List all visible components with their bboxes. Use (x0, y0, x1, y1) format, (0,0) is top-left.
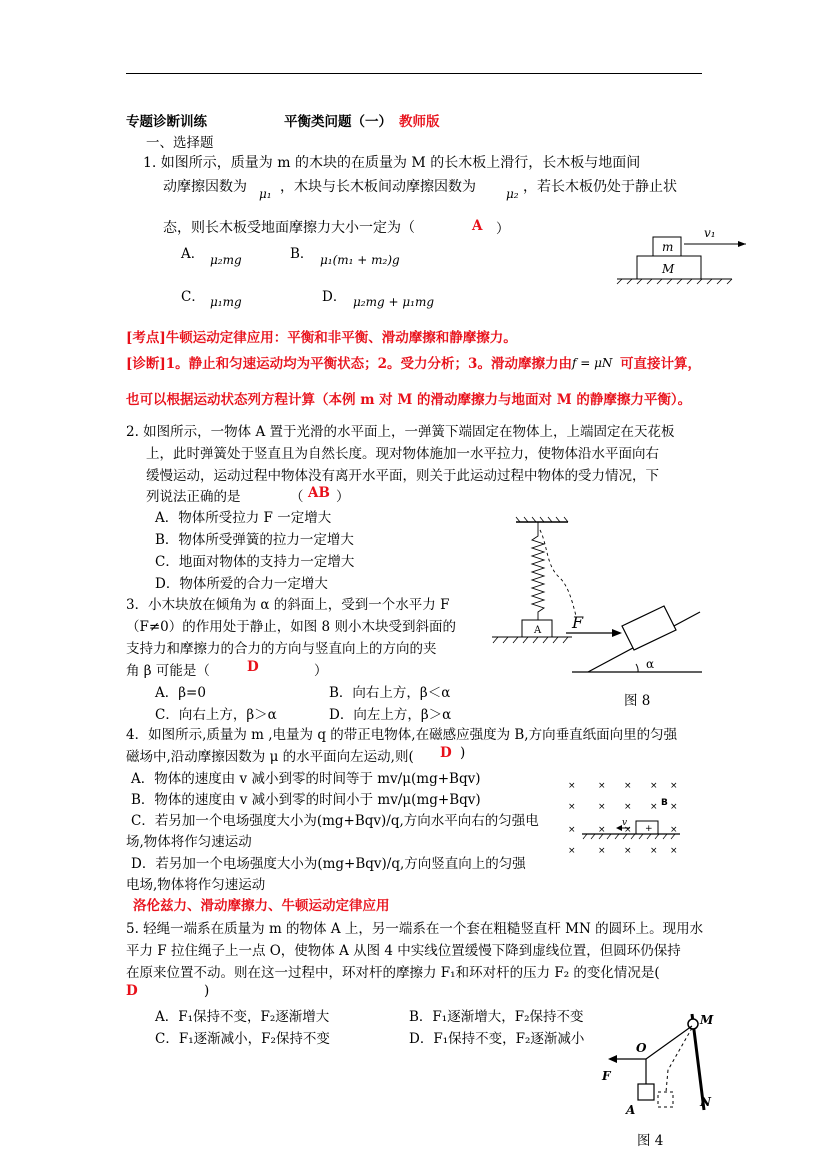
q1-fig-M: M (662, 262, 675, 276)
q2-line2: 上，此时弹簧处于竖直且为自然长度。现对物体施加一水平拉力，使物体沿水平面向右 (146, 446, 659, 462)
q5-fig-A: A (626, 1103, 636, 1117)
q3-answer: D (247, 659, 259, 675)
q1-line3: 态，则长木板受地面摩擦力大小一定为（ (163, 220, 415, 236)
q2-optC: C．地面对物体的支持力一定增大 (155, 554, 355, 570)
q5-line3: 在原来位置不动。则在这一过程中，环对杆的摩擦力 F₁和环对杆的压力 F₂ 的变化情况是( (126, 965, 660, 981)
q5-figure (596, 1010, 716, 1130)
q3-line4b: ） (314, 663, 328, 679)
q1-line1: 1. 如图所示，质量为 m 的木块的在质量为 M 的长木板上滑行，长木板与地面间 (143, 155, 641, 171)
q1-optA-label: A． (181, 246, 205, 262)
q1-optD-label: D． (322, 289, 347, 305)
q4-optA: A．物体的速度由 v 减小到零的时间等于 mv/μ(mg+Bqv) (131, 771, 481, 787)
q1-kaodian: [考点]牛顿运动定律应用：平衡和非平衡、滑动摩擦和静摩擦力。 (126, 330, 517, 346)
q4-line2a: 磁场中,沿动摩擦因数为 μ 的水平面向左运动,则( (126, 749, 414, 765)
q5-fig-F: F (602, 1069, 611, 1083)
q1-line2c: ，若长木板仍处于静止状 (523, 179, 677, 195)
q1-mu1: μ₁ (259, 187, 272, 201)
q1-optA: μ₂mg (210, 253, 242, 267)
q1-zhenduan-2: 也可以根据运动状态列方程计算（本例 m 对 M 的滑动摩擦力与地面对 M 的静摩擦力平衡）。 (126, 392, 692, 408)
q1-optC-label: C． (181, 289, 205, 305)
q4-fig-B: B (661, 798, 668, 808)
q5-fig-N: N (700, 1095, 711, 1109)
svg-text:×: × (650, 802, 658, 812)
q1-optC: μ₁mg (210, 295, 242, 309)
q5-line1: 5. 轻绳一端系在质量为 m 的物体 A 上，另一端系在一个套在粗糙竖直杆 MN 的圆环上。现用水 (126, 921, 704, 937)
q5-optC: C．F₁逐渐减小，F₂保持不变 (155, 1031, 330, 1047)
svg-text:×: × (650, 781, 658, 791)
q1-line2a: 动摩擦因数为 (163, 179, 247, 195)
q2-optD: D．物体所爱的合力一定增大 (155, 576, 328, 592)
q3-optC: C．向右上方，β＞α (155, 707, 277, 723)
q5-line2: 平力 F 拉住绳子上一点 O，使物体 A 从图 4 中实线位置缓慢下降到虚线位置，但圆环仍保持 (126, 943, 681, 959)
q4-optD1: D．若另加一个电场强度大小为(mg+Bqv)/q,方向竖直向上的匀强 (131, 856, 526, 872)
q4-figure (562, 776, 692, 858)
q3-figure (560, 598, 710, 676)
q2-optB: B．物体所受弹簧的拉力一定增大 (155, 532, 354, 548)
q3-line1: 3．小木块放在倾角为 α 的斜面上，受到一个水平力 F (126, 597, 450, 613)
q3-fig-alpha: α (646, 657, 655, 671)
q4-line1: 4．如图所示,质量为 m ,电量为 q 的带正电物体,在磁感应强度为 B,方向垂直纸面向里的匀强 (126, 727, 678, 743)
svg-text:×: × (598, 802, 606, 812)
q1-line2b: ，木块与长木板间动摩擦因数为 (280, 179, 476, 195)
svg-text:×: × (650, 846, 658, 856)
svg-text:×: × (624, 846, 632, 856)
svg-text:×: × (670, 802, 678, 812)
svg-text:×: × (670, 846, 678, 856)
edition-label: 教师版 (399, 114, 440, 130)
svg-text:×: × (670, 825, 678, 835)
q3-optA: A．β=0 (155, 685, 206, 701)
svg-text:×: × (568, 802, 576, 812)
q3-fig-F: F (572, 613, 584, 632)
q2-line3: 缓慢运动，运动过程中物体没有离开水平面，则关于此运动过程中物体的受力情况，下 (146, 468, 659, 484)
q5-fig-M: M (700, 1013, 714, 1027)
q1-optB: μ₁(m₁ + m₂)g (320, 253, 400, 267)
q4-kaodian: 洛伦兹力、滑动摩擦力、牛顿运动定律应用 (133, 898, 390, 914)
q3-line2: （F≠0）的作用处于静止，如图 8 则小木块受到斜面的 (126, 619, 456, 635)
q2-answer: AB (308, 485, 330, 501)
section-heading: 一、选择题 (146, 135, 214, 151)
page-title: 平衡类问题（一） (284, 114, 392, 130)
q2-close: ） (336, 489, 350, 505)
q4-optB: B．物体的速度由 v 减小到零的时间小于 mv/μ(mg+Bqv) (131, 792, 481, 808)
q2-optA: A．物体所受拉力 F 一定增大 (155, 510, 332, 526)
q1-formula: f = μN (572, 356, 613, 370)
q1-fig-m: m (662, 240, 674, 254)
header-rule (126, 73, 702, 74)
svg-text:×: × (624, 825, 632, 835)
svg-text:×: × (624, 781, 632, 791)
svg-text:×: × (598, 781, 606, 791)
svg-text:×: × (568, 825, 576, 835)
q2-line1: 2. 如图所示，一物体 A 置于光滑的水平面上，一弹簧下端固定在物体上，上端固定在天花板 (126, 424, 675, 440)
q4-optC2: 场,物体将作匀速运动 (126, 834, 252, 850)
q1-zhenduan-a: [诊断]1。静止和匀速运动均为平衡状态；2。受力分析；3。滑动摩擦力由 (126, 356, 572, 372)
q5-close: ) (204, 983, 210, 999)
q4-fig-v: v (622, 818, 628, 828)
q1-close: ） (496, 221, 510, 237)
q3-optB: B．向右上方，β＜α (329, 685, 451, 701)
q5-optA: A．F₁保持不变，F₂逐渐增大 (155, 1009, 330, 1025)
q1-optB-label: B． (290, 246, 314, 262)
series-name: 专题诊断训练 (126, 114, 207, 130)
svg-text:×: × (624, 802, 632, 812)
q5-fig-caption: 图 4 (637, 1133, 664, 1149)
q4-line2b: ) (460, 745, 466, 761)
q5-answer: D (126, 983, 138, 999)
svg-text:×: × (568, 846, 576, 856)
q5-fig-O: O (636, 1041, 647, 1055)
q1-zhenduan-b: 可直接计算， (620, 356, 701, 372)
q1-optD: μ₂mg + μ₁mg (353, 295, 435, 309)
svg-text:+: + (645, 824, 653, 834)
q5-optD: D．F₁保持不变，F₂逐渐减小 (409, 1031, 585, 1047)
svg-text:×: × (598, 846, 606, 856)
q5-optB: B．F₁逐渐增大，F₂保持不变 (409, 1009, 584, 1025)
q3-line4a: 角 β 可能是（ (126, 663, 210, 679)
q2-line4: 列说法正确的是 (146, 489, 241, 505)
q3-optD: D．向左上方，β＞α (329, 707, 452, 723)
q2-fig-A: A (534, 625, 542, 636)
q1-figure (612, 224, 762, 286)
q1-fig-v: v₁ (704, 226, 716, 240)
q2-open: （ (290, 489, 304, 505)
svg-text:×: × (598, 825, 606, 835)
q3-fig-caption: 图 8 (624, 693, 651, 709)
svg-text:×: × (670, 781, 678, 791)
q4-optD2: 电场,物体将作匀速运动 (126, 877, 266, 893)
svg-text:×: × (568, 781, 576, 791)
q1-mu2: μ₂ (506, 187, 519, 201)
q4-optC1: C．若另加一个电场强度大小为(mg+Bqv)/q,方向水平向右的匀强电 (131, 813, 539, 829)
q4-answer: D (440, 745, 452, 761)
q1-answer: A (472, 218, 483, 234)
q3-line3: 支持力和摩擦力的合力的方向与竖直向上的方向的夹 (126, 641, 437, 657)
